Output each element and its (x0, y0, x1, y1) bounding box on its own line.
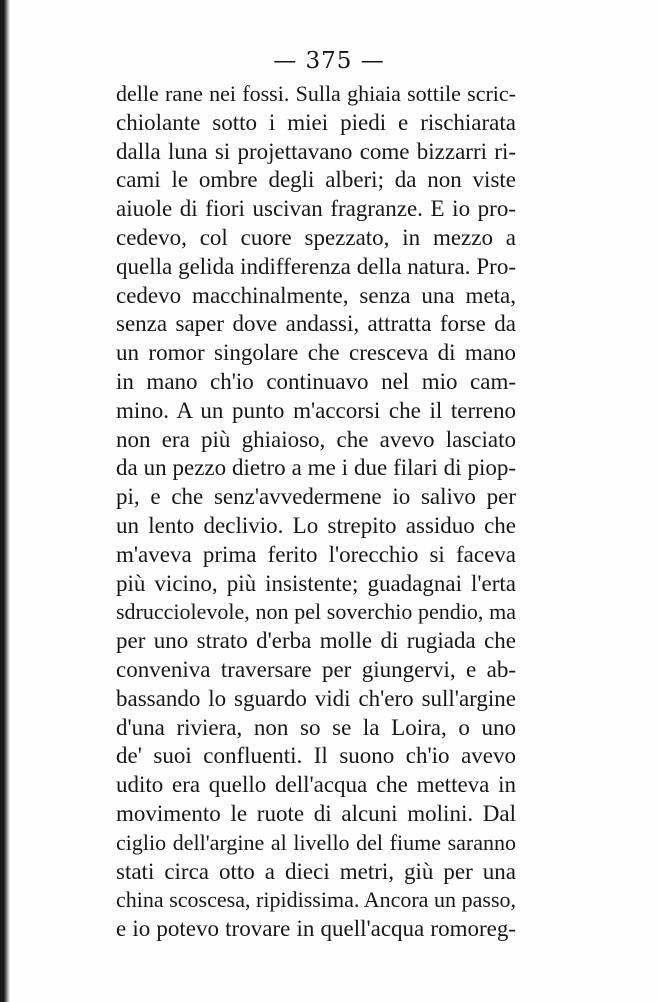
text-line: ciglio dell'argine al livello del fiume saranno (116, 829, 516, 855)
page-number: — 375 — (273, 48, 385, 74)
text-line: quella gelida indifferenza della natura. Pro- (116, 253, 516, 279)
text-line: d'una riviera, non so se la Loira, o uno (116, 714, 516, 740)
body-text (116, 80, 516, 944)
text-line: cami le ombre degli alberi; da non viste (116, 167, 516, 193)
text-line: de' suoi confluenti. Il suono ch'io avevo (116, 743, 516, 769)
text-line: pi, e che senz'avvedermene io salivo per (116, 484, 516, 510)
text-line: china scoscesa, ripidissima. Ancora un passo, (116, 887, 516, 913)
text-line: aiuole di fiori uscivan fragranze. E io pro- (116, 196, 516, 222)
text-line: più vicino, più insistente; guadagnai l'erta (116, 570, 516, 596)
text-line: mino. A un punto m'accorsi che il terreno (116, 397, 516, 423)
text-line: cedevo macchinalmente, senza una meta, (116, 282, 516, 308)
text-line: e io potevo trovare in quell'acqua romoreg- (116, 916, 516, 942)
text-line: sdrucciolevole, non pel soverchio pendio, ma (116, 599, 516, 625)
text-line: dalla luna si projettavano come bizzarri ri- (116, 138, 516, 164)
text-line: chiolante sotto i miei piedi e rischiarata (116, 109, 516, 135)
text-line: delle rane nei fossi. Sulla ghiaia sottile scric- (116, 81, 516, 106)
text-line: movimento le ruote di alcuni molini. Dal (116, 800, 516, 826)
text-line: m'aveva prima ferito l'orecchio si faceva (116, 541, 516, 567)
text-line: stati circa otto a dieci metri, giù per una (116, 858, 516, 884)
text-line: un lento declivio. Lo strepito assiduo che (116, 512, 516, 538)
text-line: in mano ch'io continuavo nel mio cam- (116, 368, 516, 394)
text-line: non era più ghiaioso, che avevo lasciato (116, 426, 516, 452)
text-line: conveniva traversare per giungervi, e ab- (116, 656, 516, 682)
text-line: da un pezzo dietro a me i due filari di piop- (116, 455, 516, 481)
text-line: bassando lo sguardo vidi ch'ero sull'argine (116, 685, 516, 711)
text-line: udito era quello dell'acqua che metteva in (116, 772, 516, 798)
text-line: senza saper dove andassi, attratta forse da (116, 311, 516, 337)
text-line: un romor singolare che cresceva di mano (116, 340, 516, 366)
text-line: cedevo, col cuore spezzato, in mezzo a (116, 224, 516, 250)
text-line: per uno strato d'erba molle di rugiada che (116, 628, 516, 654)
page-binding-edge (0, 0, 10, 1002)
